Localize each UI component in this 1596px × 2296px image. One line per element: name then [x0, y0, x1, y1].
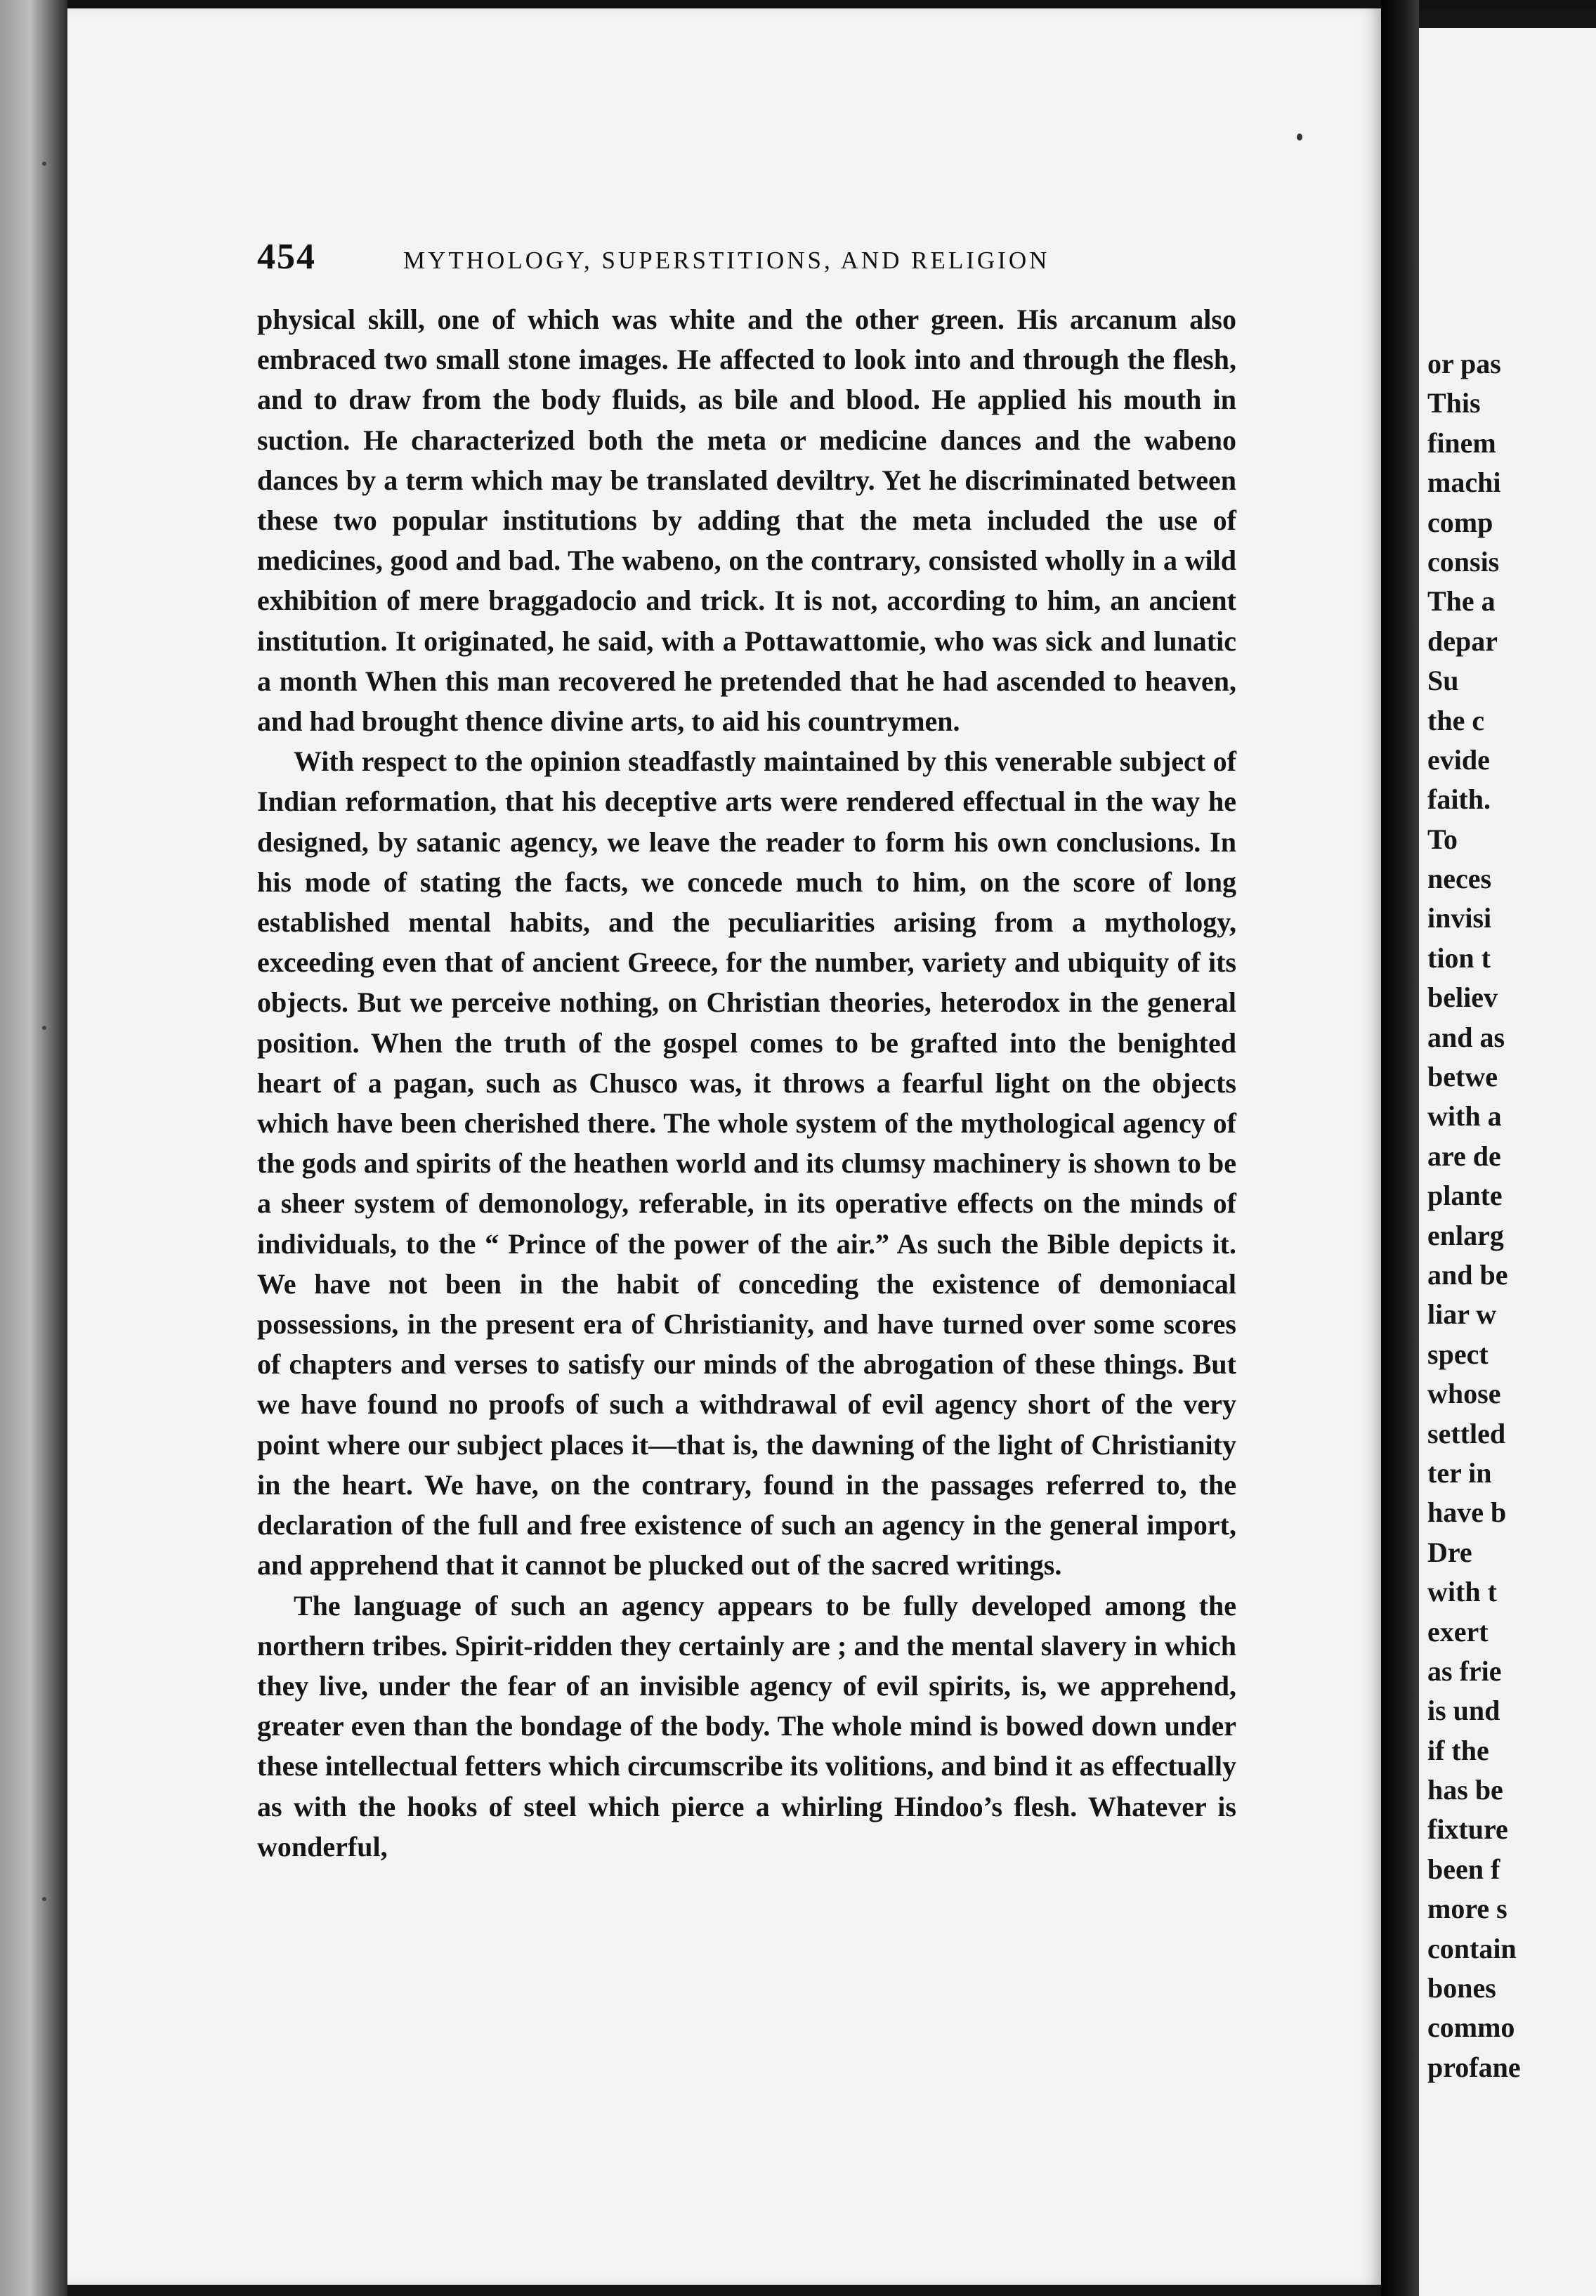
facing-page-line: finem	[1427, 426, 1496, 459]
facing-page-line: depar	[1427, 625, 1498, 657]
scan-speck	[42, 162, 46, 166]
facing-page-line: consis	[1427, 545, 1500, 578]
book-gutter	[1381, 0, 1419, 2296]
facing-page-line: The a	[1427, 585, 1496, 618]
scan-speck	[42, 1026, 46, 1030]
facing-page-line: betwe	[1427, 1061, 1498, 1093]
facing-page-line: To	[1427, 823, 1458, 855]
facing-page-line: profane	[1427, 2051, 1521, 2083]
facing-page-line: and as	[1427, 1021, 1505, 1053]
facing-page-line: neces	[1427, 863, 1492, 895]
facing-page-line: spect	[1427, 1338, 1489, 1370]
page-header	[257, 236, 1241, 281]
facing-page-line: Su	[1427, 665, 1459, 697]
paragraph: physical skill, one of which was white and the other green. His arcanum also embraced two small stone images. He affected to look into and through the flesh, and to draw from the body fluids, as bile and blood. He applied his mouth in suction. He characterized both the meta or medicine dances and the wabeno dances by a term which may be translated deviltry. Yet he discriminated between these two popular institutions by adding that the meta included the use of medicines, good and bad. The wabeno, on the contrary, consisted wholly in a wild exhibition of mere braggadocio and trick. It is not, according to him, an ancient institution. It originated, he said, with a Pottawattomie, who was sick and lunatic a month When this man recovered he pretended that he had ascended to heaven, and had brought thence divine arts, to aid his countrymen.	[257, 304, 1236, 738]
facing-page	[1419, 28, 1596, 2296]
facing-page-line: exert	[1427, 1615, 1489, 1648]
facing-page-line: comp	[1427, 506, 1493, 538]
facing-page-text	[1427, 344, 1596, 2087]
facing-page-line: faith.	[1427, 783, 1491, 816]
facing-page-line: evide	[1427, 743, 1490, 776]
facing-page-line: machi	[1427, 467, 1501, 499]
facing-page-line: with a	[1427, 1100, 1502, 1133]
ink-spot	[1297, 133, 1302, 141]
facing-page-line: has be	[1427, 1774, 1503, 1806]
facing-page-line: This	[1427, 387, 1481, 419]
facing-page-line: tion t	[1427, 941, 1491, 974]
facing-page-line: if the	[1427, 1734, 1489, 1766]
facing-page-line: more s	[1427, 1893, 1507, 1925]
facing-page-line: are de	[1427, 1140, 1501, 1172]
running-head: MYTHOLOGY, SUPERSTITIONS, AND RELIGION	[403, 247, 1050, 274]
facing-page-line: Dre	[1427, 1536, 1472, 1568]
facing-page-line: the c	[1427, 704, 1485, 736]
scan-speck	[42, 1897, 46, 1901]
facing-page-line: commo	[1427, 2011, 1515, 2044]
facing-page-line: whose	[1427, 1378, 1501, 1410]
paragraph: With respect to the opinion steadfastly maintained by this venerable subject of Indian reformation, that his deceptive arts were rendered effectual in the way he designed, by satanic agency, we leave the reader to form his own conclusions. In his mode of stating the facts, we concede much to him, on the score of long established mental habits, and the peculiarities arising from a mythology, exceeding even that of ancient Greece, for the number, variety and ubiquity of its objects. But we perceive nothing, on Christian theories, heterodox in the general position. When the truth of the gospel comes to be grafted into the benighted heart of a pagan, such as Chusco was, it throws a fearful light on the objects which have been cherished there. The whole system of the mythological agency of the gods and spirits of the heathen world and its clumsy machinery is shown to be a sheer system of demonology, referable, in its operative effects on the minds of individuals, to the “ Prince of the power of the air.” As such the Bible depicts it. We have not been in the habit of conceding the existence of demoniacal possessions, in the present era of Christianity, and have turned over some scores of chapters and verses to satisfy our minds of the abrogation of these things. But we have found no proofs of such a withdrawal of evil agency short of the very point where our subject places it—that is, the dawning of the light of Christianity in the heart. We have, on the contrary, found in the passages referred to, the declaration of the full and free existence of such an agency in the general import, and apprehend that it cannot be plucked out of the sacred writings.	[257, 745, 1236, 1581]
facing-page-line: and be	[1427, 1258, 1508, 1291]
facing-page-line: as frie	[1427, 1655, 1502, 1687]
scan-left-edge	[0, 0, 67, 2296]
facing-page-line: plante	[1427, 1180, 1503, 1212]
facing-page-line: settled	[1427, 1417, 1506, 1449]
paragraph: The language of such an agency appears to be fully developed among the northern tribes. Spirit-ridden they certainly are ; and the mental slavery in which they live, under the fear of an invisible agency of evil spirits, is, we apprehend, greater even than the bondage of the body. The whole mind is bowed down under these intellectual fetters which circumscribe its volitions, and bind it as effectually as with the hooks of steel which pierce a whirling Hindoo’s flesh. Whatever is wonderful,	[257, 1589, 1236, 1863]
page-number: 454	[257, 237, 316, 277]
facing-page-line: or pas	[1427, 348, 1501, 379]
facing-page-line: bones	[1427, 1972, 1496, 2004]
facing-page-line: contain	[1427, 1932, 1517, 1964]
facing-page-line: invisi	[1427, 902, 1492, 934]
facing-page-line: believ	[1427, 981, 1498, 1014]
facing-page-line: ter in	[1427, 1456, 1492, 1489]
facing-page-line: have b	[1427, 1496, 1507, 1529]
facing-page-line: with t	[1427, 1576, 1497, 1608]
facing-page-line: been f	[1427, 1853, 1500, 1885]
facing-page-line: fixture	[1427, 1813, 1508, 1846]
body-text	[257, 299, 1236, 1867]
facing-page-line: is und	[1427, 1695, 1500, 1727]
facing-page-line: liar w	[1427, 1298, 1497, 1331]
facing-page-line: enlarg	[1427, 1219, 1504, 1251]
